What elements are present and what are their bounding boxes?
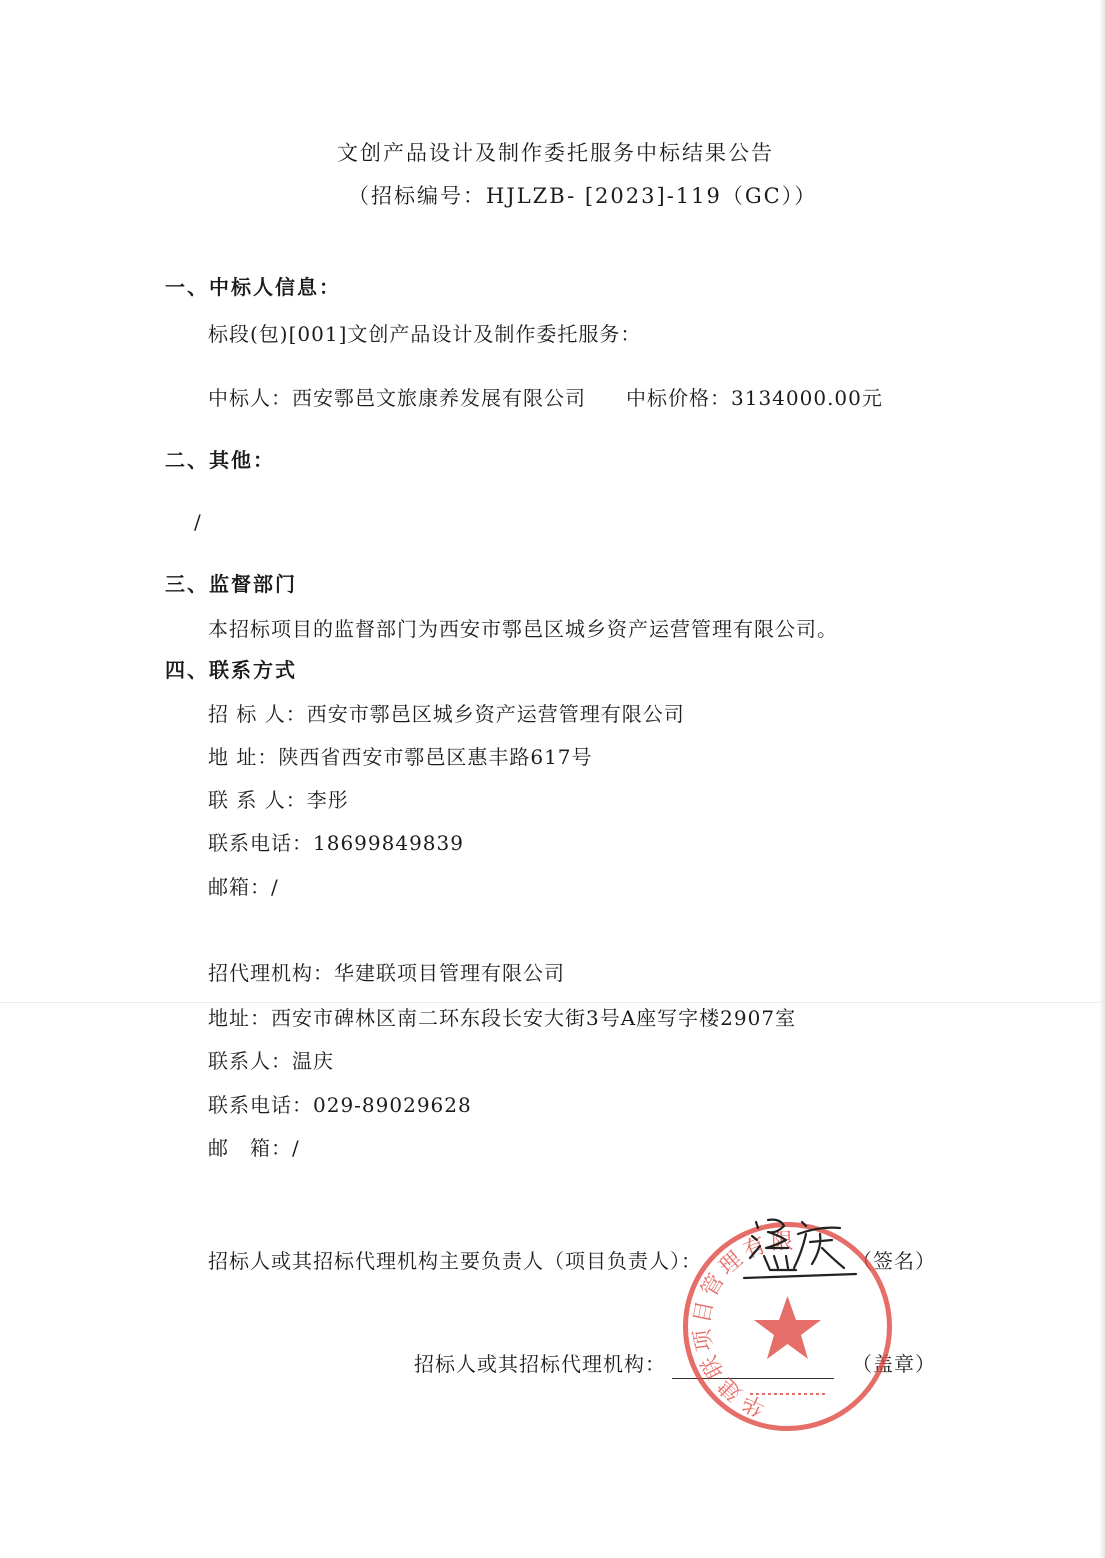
phone-line: 联系电话：18699849839 <box>208 831 464 855</box>
price-line: 中标价格：3134000.00元 <box>626 386 883 410</box>
tenderer-line: 招 标 人：西安市鄠邑区城乡资产运营管理有限公司 <box>208 702 685 726</box>
agency-contact-line: 联系人：温庆 <box>208 1049 334 1073</box>
signature-label: 招标人或其招标代理机构主要负责人（项目负责人）： <box>208 1249 702 1273</box>
section-4-heading: 四、联系方式 <box>165 658 297 682</box>
section-2-content: / <box>194 510 202 534</box>
page-edge-shadow <box>1099 0 1105 1558</box>
stamp-label: 招标人或其招标代理机构： <box>414 1352 666 1376</box>
address-line: 地 址：陕西省西安市鄠邑区惠丰路617号 <box>208 745 593 769</box>
svg-text:华建联项目管理有限公司: 华建联项目管理有限公司 <box>689 1229 798 1421</box>
supervision-line: 本招标项目的监督部门为西安市鄠邑区城乡资产运营管理有限公司。 <box>208 617 838 641</box>
signature-suffix: （签名） <box>852 1249 936 1273</box>
section-3-heading: 三、监督部门 <box>165 572 297 596</box>
scan-fold-line <box>0 1002 1105 1003</box>
lot-line: 标段(包)[001]文创产品设计及制作委托服务： <box>208 322 642 346</box>
handwritten-signature <box>740 1212 860 1282</box>
agency-phone-line: 联系电话：029-89029628 <box>208 1093 472 1117</box>
section-1-heading: 一、中标人信息： <box>165 275 341 299</box>
contact-line: 联 系 人：李彤 <box>208 788 349 812</box>
document-subtitle: （招标编号：HJLZB- [2023]-119（GC）） <box>348 184 818 208</box>
agency-email-line: 邮 箱：/ <box>208 1136 300 1160</box>
section-2-heading: 二、其他： <box>165 448 275 472</box>
agency-address-line: 地址：西安市碑林区南二环东段长安大街3号A座写字楼2907室 <box>208 1006 797 1030</box>
email-line: 邮箱：/ <box>208 875 279 899</box>
winner-line: 中标人：西安鄠邑文旅康养发展有限公司 <box>208 386 586 410</box>
stamp-suffix: （盖章） <box>852 1352 936 1376</box>
agency-line: 招代理机构：华建联项目管理有限公司 <box>208 961 565 985</box>
document-title: 文创产品设计及制作委托服务中标结果公告 <box>337 141 774 165</box>
